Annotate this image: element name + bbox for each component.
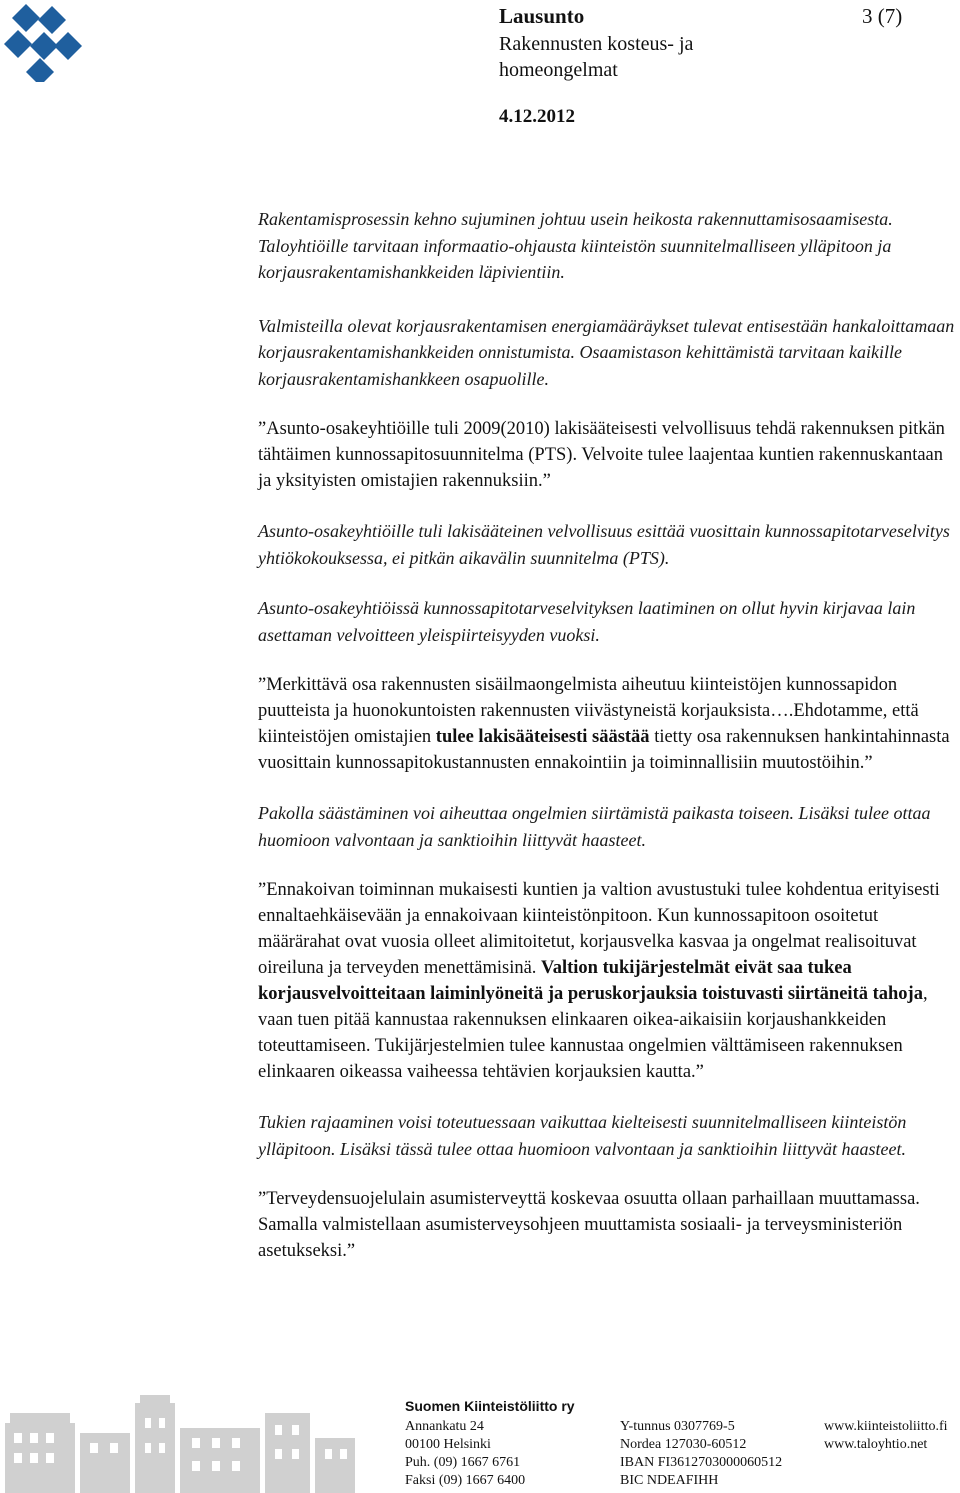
- document-body: [258, 206, 958, 1264]
- website-link[interactable]: www.taloyhtio.net: [824, 1437, 928, 1452]
- paragraph-2: Valmisteilla olevat korjausrakentamisen energiamääräykset tulevat entisestään hankaloittamaan korjausrakentamishankkeiden onnistumista. Osaamistason kehittämistä tarvitaan kaikille korjausrakentamishankkeen osapuolille.: [258, 315, 955, 389]
- footer-line: Puh. (09) 1667 6761: [405, 1455, 521, 1470]
- paragraph-5: Asunto-osakeyhtiöissä kunnossapitotarveselvityksen laatiminen on ollut hyvin kirjavaa lain asettaman velvoitteen yleispiirteisyyden vuoksi.: [258, 598, 916, 645]
- text-segment: ”Ennakoivan toiminnan mukaisesti kuntien ja valtion avustustuki tulee kohdentua erityisesti ennaltaehkäisevään ja ennakoivaan kiinteistönpitoon. Kun kunnossapitoon osoitetut määrärahat ovat vuosia olleet alimitoitetut, korjausvelka kasvaa ja ongelmat realisoituvat oireiluna ja terveyden menettämisinä.: [258, 880, 940, 978]
- quote-paragraph-8: [258, 877, 958, 1085]
- footer-banking: [620, 1418, 782, 1490]
- footer-line: Faksi (09) 1667 6400: [405, 1473, 526, 1488]
- footer-line: 00100 Helsinki: [405, 1437, 491, 1452]
- paragraph-9: Tukien rajaaminen voisi toteutuessaan vaikuttaa kielteisesti suunnitelmalliseen kiinteistön ylläpitoon. Lisäksi tässä tulee ottaa huomioon valvontaan ja sanktioihin liittyvät haasteet.: [258, 1112, 907, 1159]
- quote-paragraph-3: ”Asunto-osakeyhtiöille tuli 2009(2010) lakisääteisesti velvollisuus tehdä rakennuksen pitkän tähtäimen kunnossapitosuunnitelma (PTS). Velvoite tulee laajentaa kuntien rakennuskantaan ja yksityisten omistajien rakennuksiin.”: [258, 419, 945, 491]
- text-segment: , vaan tuen pitää kannustaa rakennuksen elinkaaren oikea-aikaisiin korjaushankkeiden toteuttamiseen. Tukijärjestelmien tulee kannustaa ongelmien välttämiseen rakennuksen elinkaaren oikeassa vaiheessa tehtävien korjauksien kautta.”: [258, 984, 928, 1082]
- footer-line: Y-tunnus 0307769-5: [620, 1419, 735, 1434]
- text-segment: ”Merkittävä osa rakennusten sisäilmaongelmista aiheutuu kiinteistöjen kunnossapidon puutteista ja huonokuntoisten rakennusten viivästyneistä korjauksista….Ehdotamme, että kiinteistöjen omistajien: [258, 675, 919, 747]
- emphasis-text: tulee lakisääteisesti säästää: [435, 727, 650, 747]
- document-type: Lausunto: [499, 4, 585, 28]
- paragraph-1: Rakentamisprosessin kehno sujuminen johtuu usein heikosta rakennuttamisosaamisesta. Taloyhtiöille tarvitaan informaatio-ohjausta kiinteistön suunnitelmalliseen ylläpitoon ja korjausrakentamishankkeiden läpivientiin.: [258, 209, 893, 282]
- quote-paragraph-10: ”Terveydensuojelulain asumisterveyttä koskevaa osuutta ollaan parhaillaan muuttamassa. Samalla valmistellaan asumisterveysohjeen muuttamista sosiaali- ja terveysministeriön asetukseksi.”: [258, 1189, 920, 1261]
- footer-line: Annankatu 24: [405, 1419, 484, 1434]
- kiinteistoliitto-logo: [4, 2, 84, 82]
- text-segment: tietty osa rakennuksen hankintahinnasta vuosittain kunnossapitokustannusten ennakointiin ja toiminnallisiin muutostöihin.”: [258, 727, 950, 773]
- footer-line: Nordea 127030-60512: [620, 1437, 747, 1452]
- paragraph-7: Pakolla säästäminen voi aiheuttaa ongelmien siirtämistä paikasta toiseen. Lisäksi tulee ottaa huomioon valvontaan ja sanktioihin liittyvät haasteet.: [258, 803, 931, 850]
- footer-line: BIC NDEAFIHH: [620, 1473, 719, 1488]
- footer-address: [405, 1418, 525, 1490]
- quote-paragraph-6: [258, 672, 958, 776]
- page-number: 3 (7): [862, 4, 903, 28]
- footer-organization: Suomen Kiinteistöliitto ry: [405, 1398, 575, 1414]
- document-subject: Rakennusten kosteus- ja homeongelmat: [499, 33, 694, 81]
- building-silhouette-graphic: [0, 1393, 360, 1493]
- paragraph-4: Asunto-osakeyhtiöille tuli lakisääteinen velvollisuus esittää vuosittain kunnossapitotarveselvitys yhtiökokouksessa, ei pitkän aikavälin suunnitelma (PTS).: [258, 521, 950, 568]
- document-date: 4.12.2012: [499, 106, 575, 127]
- website-link[interactable]: www.kiinteistoliitto.fi: [824, 1419, 948, 1434]
- emphasis-text: Valtion tukijärjestelmät eivät saa tukea korjausvelvoitteitaan laiminlyöneitä ja peruskorjauksia toistuvasti siirtäneitä tahoja: [258, 958, 923, 1004]
- footer-line: IBAN FI3612703000060512: [620, 1455, 783, 1470]
- footer-websites: [824, 1418, 948, 1454]
